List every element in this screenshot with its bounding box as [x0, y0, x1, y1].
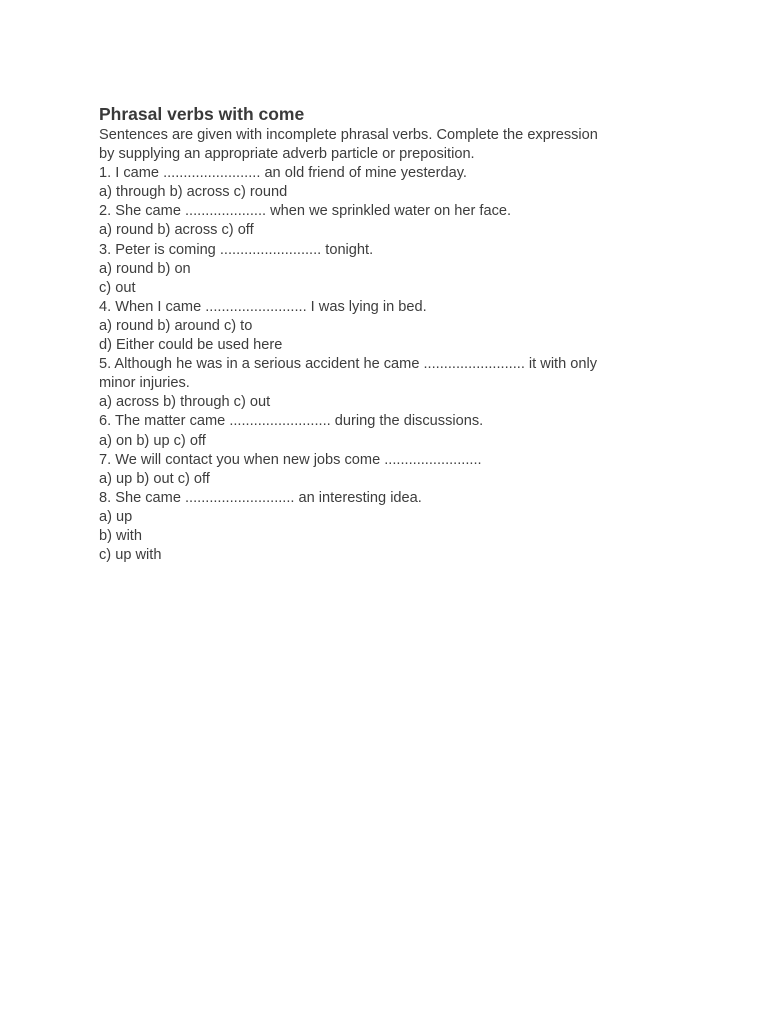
question-5: 5. Although he was in a serious accident he came ......................... it with only [99, 356, 598, 373]
document-title: Phrasal verbs with come [99, 104, 305, 124]
question-8: 8. She came ........................... an interesting idea. [99, 489, 422, 506]
question-2: 2. She came .................... when we sprinkled water on her face. [99, 203, 512, 220]
question-4: 4. When I came ......................... I was lying in bed. [99, 298, 427, 315]
options-8-c: c) up with [99, 547, 162, 564]
question-7: 7. We will contact you when new jobs come ........................ [99, 451, 482, 468]
question-3: 3. Peter is coming ......................... tonight. [99, 241, 374, 258]
options-3-cont: c) out [99, 279, 136, 296]
instruction-line: by supplying an appropriate adverb particle or preposition. [99, 146, 475, 163]
options-3: a) round b) on [99, 260, 191, 277]
question-6: 6. The matter came ......................... during the discussions. [99, 413, 484, 430]
question-5-cont: minor injuries. [99, 375, 190, 392]
instruction-line: Sentences are given with incomplete phrasal verbs. Complete the expression [99, 127, 598, 143]
document-body [99, 102, 699, 565]
options-5: a) across b) through c) out [99, 394, 271, 411]
options-7: a) up b) out c) off [99, 470, 210, 487]
question-1: 1. I came ........................ an old friend of mine yesterday. [99, 165, 467, 182]
options-8-a: a) up [99, 508, 133, 525]
options-1: a) through b) across c) round [99, 184, 288, 201]
options-2: a) round b) across c) off [99, 222, 254, 239]
options-8-b: b) with [99, 527, 142, 544]
options-4-cont: d) Either could be used here [99, 337, 283, 354]
options-6: a) on b) up c) off [99, 432, 206, 449]
options-4: a) round b) around c) to [99, 317, 253, 334]
